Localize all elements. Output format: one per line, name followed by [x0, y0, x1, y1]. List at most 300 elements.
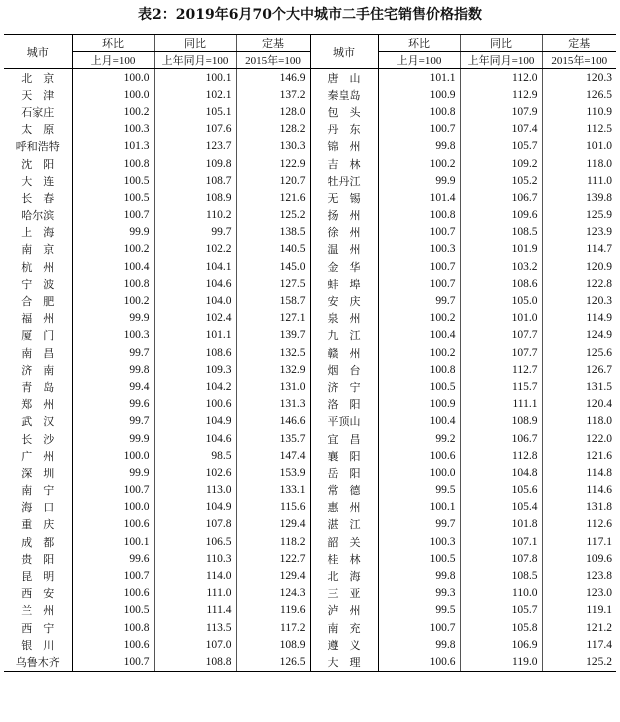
column-header-yoy: 同比 [154, 35, 236, 52]
fixed-base-index-cell: 123.9 [542, 224, 616, 241]
column-subheader-yoy-base: 上年同月=100 [460, 52, 542, 69]
city-cell: 赣 州 [310, 344, 378, 361]
mom-index-cell: 99.7 [72, 413, 154, 430]
yoy-index-cell: 109.8 [154, 155, 236, 172]
table-row [4, 310, 616, 327]
mom-index-cell: 99.6 [72, 396, 154, 413]
table-row [4, 86, 616, 103]
yoy-index-cell: 106.5 [154, 533, 236, 550]
city-cell: 洛 阳 [310, 396, 378, 413]
fixed-base-index-cell: 129.4 [236, 567, 310, 584]
city-cell: 包 头 [310, 103, 378, 120]
city-cell: 长 春 [21, 191, 55, 205]
yoy-index-cell: 107.8 [460, 550, 542, 567]
yoy-index-cell: 102.2 [154, 241, 236, 258]
yoy-index-cell: 105.7 [460, 602, 542, 619]
city-cell: 上 海 [21, 226, 55, 240]
mom-index-cell: 100.4 [378, 327, 460, 344]
yoy-index-cell: 113.5 [154, 619, 236, 636]
mom-index-cell: 100.7 [72, 207, 154, 224]
mom-index-cell: 100.6 [378, 447, 460, 464]
city-cell: 湛 江 [310, 516, 378, 533]
fixed-base-index-cell: 146.9 [236, 69, 310, 87]
yoy-index-cell: 102.6 [154, 464, 236, 481]
table-row [4, 533, 616, 550]
yoy-index-cell: 123.7 [154, 138, 236, 155]
yoy-index-cell: 108.6 [154, 344, 236, 361]
table-row [4, 344, 616, 361]
column-subheader-mom-base: 上月=100 [378, 52, 460, 69]
mom-index-cell: 99.4 [72, 378, 154, 395]
fixed-base-index-cell: 131.0 [236, 378, 310, 395]
yoy-index-cell: 108.8 [154, 653, 236, 671]
column-header-fixed: 定基 [236, 35, 310, 52]
mom-index-cell: 100.0 [72, 86, 154, 103]
fixed-base-index-cell: 118.0 [542, 155, 616, 172]
mom-index-cell: 100.1 [378, 499, 460, 516]
table-row [4, 224, 616, 241]
table-row [4, 482, 616, 499]
mom-index-cell: 99.8 [378, 636, 460, 653]
mom-index-cell: 99.7 [72, 344, 154, 361]
fixed-base-index-cell: 123.0 [542, 585, 616, 602]
city-cell: 南 宁 [21, 484, 55, 498]
mom-index-cell: 100.0 [72, 69, 154, 87]
yoy-index-cell: 108.9 [154, 189, 236, 206]
mom-index-cell: 100.7 [378, 224, 460, 241]
table-row [4, 602, 616, 619]
yoy-index-cell: 100.6 [154, 396, 236, 413]
yoy-index-cell: 108.7 [154, 172, 236, 189]
yoy-index-cell: 107.8 [154, 516, 236, 533]
table-row [4, 499, 616, 516]
yoy-index-cell: 110.3 [154, 550, 236, 567]
yoy-index-cell: 105.1 [154, 103, 236, 120]
column-subheader-yoy-base: 上年同月=100 [154, 52, 236, 69]
fixed-base-index-cell: 135.7 [236, 430, 310, 447]
fixed-base-index-cell: 125.2 [542, 653, 616, 671]
city-cell: 北 京 [21, 71, 55, 85]
city-cell: 常 德 [310, 482, 378, 499]
yoy-index-cell: 105.4 [460, 499, 542, 516]
mom-index-cell: 100.7 [72, 653, 154, 671]
city-cell: 厦 门 [21, 329, 55, 343]
table-header [4, 35, 616, 69]
city-cell: 西 宁 [21, 621, 55, 635]
fixed-base-index-cell: 120.3 [542, 292, 616, 309]
mom-index-cell: 100.8 [72, 275, 154, 292]
table-row [4, 138, 616, 155]
yoy-index-cell: 107.1 [460, 533, 542, 550]
yoy-index-cell: 101.9 [460, 241, 542, 258]
mom-index-cell: 100.8 [378, 207, 460, 224]
table-row [4, 378, 616, 395]
city-cell: 武 汉 [21, 415, 55, 429]
city-cell: 济 宁 [310, 378, 378, 395]
table-row [4, 69, 616, 87]
fixed-base-index-cell: 138.5 [236, 224, 310, 241]
city-cell: 桂 林 [310, 550, 378, 567]
mom-index-cell: 99.5 [378, 482, 460, 499]
fixed-base-index-cell: 119.1 [542, 602, 616, 619]
mom-index-cell: 100.3 [378, 533, 460, 550]
mom-index-cell: 100.6 [72, 585, 154, 602]
fixed-base-index-cell: 108.9 [236, 636, 310, 653]
yoy-index-cell: 105.2 [460, 172, 542, 189]
fixed-base-index-cell: 120.9 [542, 258, 616, 275]
city-cell: 长 沙 [21, 432, 55, 446]
city-cell: 济 南 [21, 363, 55, 377]
mom-index-cell: 100.6 [378, 653, 460, 671]
fixed-base-index-cell: 121.6 [236, 189, 310, 206]
mom-index-cell: 99.9 [72, 464, 154, 481]
mom-index-cell: 100.8 [72, 155, 154, 172]
yoy-index-cell: 115.7 [460, 378, 542, 395]
yoy-index-cell: 108.5 [460, 567, 542, 584]
table-row [4, 447, 616, 464]
yoy-index-cell: 107.7 [460, 344, 542, 361]
fixed-base-index-cell: 117.1 [542, 533, 616, 550]
fixed-base-index-cell: 114.7 [542, 241, 616, 258]
city-cell: 郑 州 [21, 398, 55, 412]
mom-index-cell: 100.9 [378, 86, 460, 103]
yoy-index-cell: 110.0 [460, 585, 542, 602]
fixed-base-index-cell: 120.4 [542, 396, 616, 413]
city-cell: 徐 州 [310, 224, 378, 241]
fixed-base-index-cell: 127.1 [236, 310, 310, 327]
yoy-index-cell: 107.7 [460, 327, 542, 344]
yoy-index-cell: 108.9 [460, 413, 542, 430]
yoy-index-cell: 107.9 [460, 103, 542, 120]
fixed-base-index-cell: 118.0 [542, 413, 616, 430]
city-cell: 泸 州 [310, 602, 378, 619]
column-header-mom: 环比 [72, 35, 154, 52]
fixed-base-index-cell: 131.3 [236, 396, 310, 413]
mom-index-cell: 100.1 [72, 533, 154, 550]
mom-index-cell: 100.9 [378, 396, 460, 413]
city-cell: 哈尔滨 [21, 209, 55, 223]
city-cell: 杭 州 [21, 260, 55, 274]
price-index-table [4, 34, 616, 672]
city-cell: 大 理 [310, 653, 378, 671]
yoy-index-cell: 102.4 [154, 310, 236, 327]
fixed-base-index-cell: 126.5 [542, 86, 616, 103]
table-row [4, 241, 616, 258]
city-cell: 九 江 [310, 327, 378, 344]
table-row [4, 653, 616, 671]
city-cell: 成 都 [21, 535, 55, 549]
city-cell: 平顶山 [310, 413, 378, 430]
yoy-index-cell: 110.2 [154, 207, 236, 224]
city-cell: 广 州 [21, 449, 55, 463]
mom-index-cell: 100.0 [378, 464, 460, 481]
city-cell: 无 锡 [310, 189, 378, 206]
city-cell: 泉 州 [310, 310, 378, 327]
city-cell: 深 圳 [21, 466, 55, 480]
fixed-base-index-cell: 124.3 [236, 585, 310, 602]
fixed-base-index-cell: 120.3 [542, 69, 616, 87]
fixed-base-index-cell: 121.2 [542, 619, 616, 636]
yoy-index-cell: 119.0 [460, 653, 542, 671]
mom-index-cell: 101.3 [72, 138, 154, 155]
yoy-index-cell: 104.6 [154, 430, 236, 447]
mom-index-cell: 100.5 [378, 378, 460, 395]
table-title: 表2：2019年6月70个大中城市二手住宅销售价格指数 [138, 7, 482, 23]
mom-index-cell: 100.3 [378, 241, 460, 258]
mom-index-cell: 100.0 [72, 499, 154, 516]
column-header-city: 城市 [4, 35, 72, 69]
fixed-base-index-cell: 139.7 [236, 327, 310, 344]
mom-index-cell: 99.2 [378, 430, 460, 447]
city-cell: 秦皇岛 [310, 86, 378, 103]
yoy-index-cell: 106.9 [460, 636, 542, 653]
yoy-index-cell: 101.0 [460, 310, 542, 327]
mom-index-cell: 100.2 [72, 241, 154, 258]
mom-index-cell: 100.6 [72, 636, 154, 653]
yoy-index-cell: 100.1 [154, 69, 236, 87]
yoy-index-cell: 105.7 [460, 138, 542, 155]
mom-index-cell: 99.7 [378, 292, 460, 309]
city-cell: 蚌 埠 [310, 275, 378, 292]
fixed-base-index-cell: 112.6 [542, 516, 616, 533]
mom-index-cell: 100.5 [72, 602, 154, 619]
city-cell: 安 庆 [310, 292, 378, 309]
table-row [4, 275, 616, 292]
yoy-index-cell: 107.0 [154, 636, 236, 653]
yoy-index-cell: 103.2 [460, 258, 542, 275]
fixed-base-index-cell: 131.8 [542, 499, 616, 516]
fixed-base-index-cell: 128.2 [236, 121, 310, 138]
table-row [4, 292, 616, 309]
mom-index-cell: 100.2 [72, 292, 154, 309]
yoy-index-cell: 104.0 [154, 292, 236, 309]
city-cell: 西 安 [21, 587, 55, 601]
mom-index-cell: 100.7 [378, 275, 460, 292]
table-row [4, 207, 616, 224]
mom-index-cell: 100.8 [378, 103, 460, 120]
city-cell: 兰 州 [21, 604, 55, 618]
table-row [4, 636, 616, 653]
mom-index-cell: 100.5 [72, 189, 154, 206]
mom-index-cell: 100.7 [72, 567, 154, 584]
fixed-base-index-cell: 122.8 [542, 275, 616, 292]
mom-index-cell: 99.5 [378, 602, 460, 619]
table-row [4, 516, 616, 533]
city-cell: 丹 东 [310, 121, 378, 138]
yoy-index-cell: 104.6 [154, 275, 236, 292]
table-row [4, 361, 616, 378]
mom-index-cell: 100.4 [72, 258, 154, 275]
yoy-index-cell: 107.4 [460, 121, 542, 138]
table-row [4, 327, 616, 344]
yoy-index-cell: 112.8 [460, 447, 542, 464]
city-cell: 重 庆 [21, 518, 55, 532]
mom-index-cell: 100.0 [72, 447, 154, 464]
column-header-city: 城市 [310, 35, 378, 69]
city-cell: 南 充 [310, 619, 378, 636]
fixed-base-index-cell: 158.7 [236, 292, 310, 309]
city-cell: 福 州 [21, 312, 55, 326]
yoy-index-cell: 108.6 [460, 275, 542, 292]
yoy-index-cell: 104.9 [154, 413, 236, 430]
column-header-fixed: 定基 [542, 35, 616, 52]
city-cell: 南 昌 [21, 346, 55, 360]
fixed-base-index-cell: 128.0 [236, 103, 310, 120]
mom-index-cell: 101.4 [378, 189, 460, 206]
fixed-base-index-cell: 139.8 [542, 189, 616, 206]
city-cell: 遵 义 [310, 636, 378, 653]
fixed-base-index-cell: 111.0 [542, 172, 616, 189]
fixed-base-index-cell: 110.9 [542, 103, 616, 120]
yoy-index-cell: 102.1 [154, 86, 236, 103]
fixed-base-index-cell: 125.6 [542, 344, 616, 361]
mom-index-cell: 100.7 [72, 482, 154, 499]
mom-index-cell: 100.3 [72, 121, 154, 138]
fixed-base-index-cell: 130.3 [236, 138, 310, 155]
fixed-base-index-cell: 122.0 [542, 430, 616, 447]
city-cell: 惠 州 [310, 499, 378, 516]
fixed-base-index-cell: 132.5 [236, 344, 310, 361]
fixed-base-index-cell: 114.8 [542, 464, 616, 481]
city-cell: 天 津 [21, 88, 55, 102]
mom-index-cell: 100.7 [378, 258, 460, 275]
yoy-index-cell: 104.1 [154, 258, 236, 275]
yoy-index-cell: 105.8 [460, 619, 542, 636]
table-row [4, 121, 616, 138]
fixed-base-index-cell: 146.6 [236, 413, 310, 430]
yoy-index-cell: 101.8 [460, 516, 542, 533]
fixed-base-index-cell: 114.6 [542, 482, 616, 499]
fixed-base-index-cell: 119.6 [236, 602, 310, 619]
city-cell: 沈 阳 [21, 157, 55, 171]
mom-index-cell: 99.8 [72, 361, 154, 378]
column-header-yoy: 同比 [460, 35, 542, 52]
yoy-index-cell: 111.0 [154, 585, 236, 602]
yoy-index-cell: 109.3 [154, 361, 236, 378]
yoy-index-cell: 104.8 [460, 464, 542, 481]
city-cell: 太 原 [21, 123, 55, 137]
fixed-base-index-cell: 118.2 [236, 533, 310, 550]
mom-index-cell: 99.9 [72, 430, 154, 447]
table-row [4, 172, 616, 189]
table-row [4, 619, 616, 636]
fixed-base-index-cell: 140.5 [236, 241, 310, 258]
fixed-base-index-cell: 115.6 [236, 499, 310, 516]
yoy-index-cell: 106.7 [460, 189, 542, 206]
city-cell: 石家庄 [21, 105, 55, 119]
yoy-index-cell: 98.5 [154, 447, 236, 464]
city-cell: 银 川 [21, 638, 55, 652]
city-cell: 海 口 [21, 501, 55, 515]
table-row [4, 103, 616, 120]
city-cell: 扬 州 [310, 207, 378, 224]
city-cell: 宜 昌 [310, 430, 378, 447]
yoy-index-cell: 112.7 [460, 361, 542, 378]
yoy-index-cell: 104.2 [154, 378, 236, 395]
city-cell: 大 连 [21, 174, 55, 188]
column-subheader-fixed-base: 2015年=100 [236, 52, 310, 69]
fixed-base-index-cell: 126.5 [236, 653, 310, 671]
fixed-base-index-cell: 117.2 [236, 619, 310, 636]
fixed-base-index-cell: 117.4 [542, 636, 616, 653]
mom-index-cell: 100.2 [378, 310, 460, 327]
fixed-base-index-cell: 133.1 [236, 482, 310, 499]
city-cell: 宁 波 [21, 277, 55, 291]
mom-index-cell: 100.3 [72, 327, 154, 344]
table-row [4, 189, 616, 206]
yoy-index-cell: 109.6 [460, 207, 542, 224]
city-cell: 昆 明 [21, 570, 55, 584]
mom-index-cell: 99.8 [378, 138, 460, 155]
fixed-base-index-cell: 112.5 [542, 121, 616, 138]
fixed-base-index-cell: 126.7 [542, 361, 616, 378]
city-cell: 青 岛 [21, 380, 55, 394]
table-row [4, 258, 616, 275]
fixed-base-index-cell: 121.6 [542, 447, 616, 464]
fixed-base-index-cell: 145.0 [236, 258, 310, 275]
city-cell: 金 华 [310, 258, 378, 275]
yoy-index-cell: 105.0 [460, 292, 542, 309]
mom-index-cell: 99.7 [378, 516, 460, 533]
mom-index-cell: 100.2 [378, 155, 460, 172]
table-row [4, 430, 616, 447]
fixed-base-index-cell: 123.8 [542, 567, 616, 584]
city-cell: 牡丹江 [310, 172, 378, 189]
yoy-index-cell: 112.0 [460, 69, 542, 87]
mom-index-cell: 100.4 [378, 413, 460, 430]
mom-index-cell: 100.5 [72, 172, 154, 189]
city-cell: 呼和浩特 [15, 140, 60, 154]
mom-index-cell: 100.8 [378, 361, 460, 378]
mom-index-cell: 100.5 [378, 550, 460, 567]
fixed-base-index-cell: 125.9 [542, 207, 616, 224]
mom-index-cell: 99.9 [72, 224, 154, 241]
fixed-base-index-cell: 137.2 [236, 86, 310, 103]
yoy-index-cell: 112.9 [460, 86, 542, 103]
city-cell: 烟 台 [310, 361, 378, 378]
fixed-base-index-cell: 147.4 [236, 447, 310, 464]
fixed-base-index-cell: 125.2 [236, 207, 310, 224]
yoy-index-cell: 111.4 [154, 602, 236, 619]
city-cell: 韶 关 [310, 533, 378, 550]
table-row [4, 155, 616, 172]
city-cell: 乌鲁木齐 [4, 653, 72, 671]
yoy-index-cell: 107.6 [154, 121, 236, 138]
yoy-index-cell: 113.0 [154, 482, 236, 499]
table-row [4, 550, 616, 567]
city-cell: 襄 阳 [310, 447, 378, 464]
city-cell: 温 州 [310, 241, 378, 258]
mom-index-cell: 100.6 [72, 516, 154, 533]
fixed-base-index-cell: 114.9 [542, 310, 616, 327]
fixed-base-index-cell: 127.5 [236, 275, 310, 292]
yoy-index-cell: 99.7 [154, 224, 236, 241]
table-body [4, 69, 616, 672]
column-subheader-fixed-base: 2015年=100 [542, 52, 616, 69]
yoy-index-cell: 104.9 [154, 499, 236, 516]
mom-index-cell: 99.3 [378, 585, 460, 602]
fixed-base-index-cell: 101.0 [542, 138, 616, 155]
fixed-base-index-cell: 120.7 [236, 172, 310, 189]
city-cell: 南 京 [21, 243, 55, 257]
city-cell: 锦 州 [310, 138, 378, 155]
fixed-base-index-cell: 109.6 [542, 550, 616, 567]
city-cell: 岳 阳 [310, 464, 378, 481]
yoy-index-cell: 109.2 [460, 155, 542, 172]
fixed-base-index-cell: 153.9 [236, 464, 310, 481]
fixed-base-index-cell: 132.9 [236, 361, 310, 378]
mom-index-cell: 100.8 [72, 619, 154, 636]
